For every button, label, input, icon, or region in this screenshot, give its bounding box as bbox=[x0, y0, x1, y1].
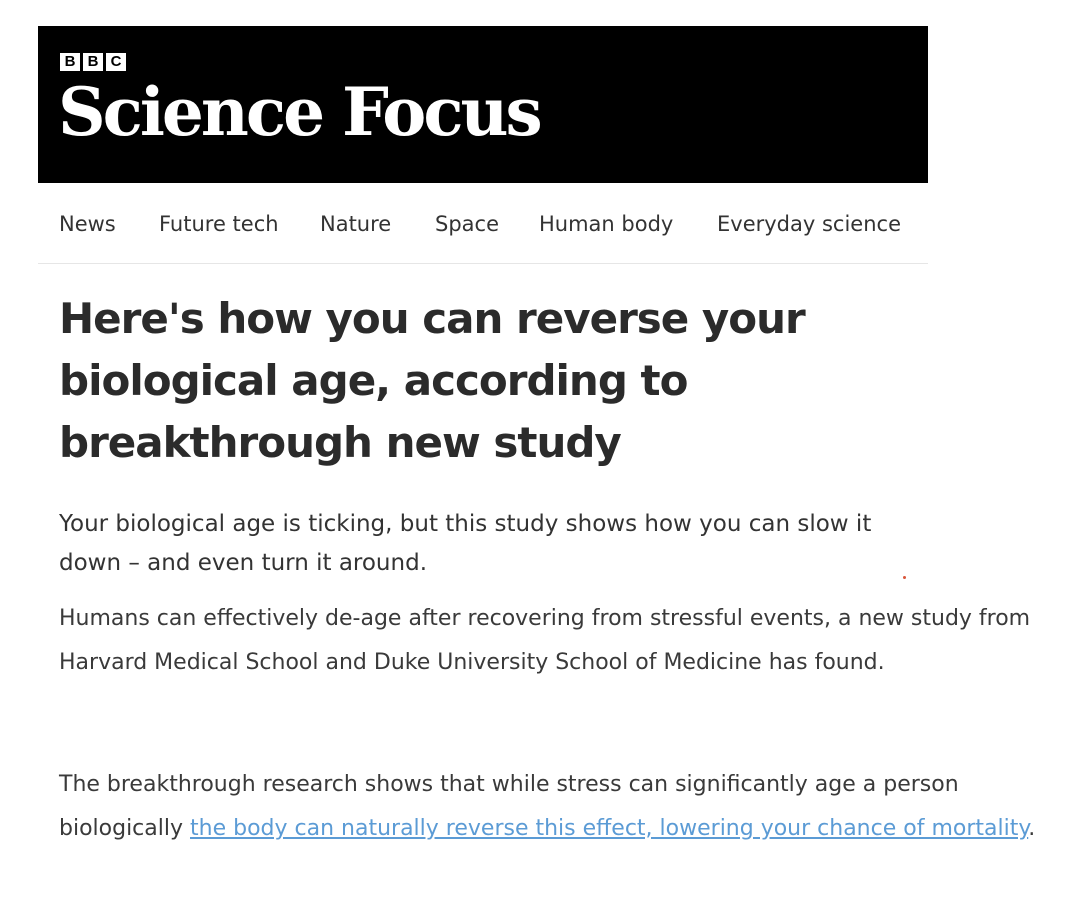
nav-item-everyday-science[interactable]: Everyday science bbox=[717, 212, 901, 236]
main-nav bbox=[38, 183, 928, 264]
nav-item-space[interactable]: Space bbox=[435, 212, 499, 236]
bbc-logo[interactable] bbox=[60, 53, 126, 71]
mortality-study-link[interactable]: the body can naturally reverse this effect, lowering your chance of mortality bbox=[190, 816, 1029, 841]
nav-item-news[interactable]: News bbox=[59, 212, 116, 236]
nav-item-nature[interactable]: Nature bbox=[320, 212, 392, 236]
decorative-dot bbox=[903, 576, 906, 579]
article-paragraph-1: Humans can effectively de-age after recovering from stressful events, a new study from Harvard Medical School and Duke University School of Medicine has found. bbox=[59, 606, 1031, 675]
paragraph-2-text: The breakthrough research shows that while stress can significantly age a person biologically bbox=[59, 772, 959, 841]
site-brand-link[interactable]: Science Focus bbox=[58, 73, 540, 151]
bbc-logo-letter: C bbox=[106, 53, 126, 71]
bbc-logo-letter: B bbox=[60, 53, 80, 71]
nav-item-human-body[interactable]: Human body bbox=[539, 212, 674, 236]
nav-item-future-tech[interactable]: Future tech bbox=[159, 212, 279, 236]
paragraph-2-end: . bbox=[1028, 816, 1036, 841]
article-headline: Here's how you can reverse your biological age, according to breakthrough new study bbox=[59, 294, 805, 467]
article-paragraph-2 bbox=[59, 763, 1049, 851]
masthead bbox=[38, 26, 928, 183]
bbc-logo-letter: B bbox=[83, 53, 103, 71]
article-standfirst: Your biological age is ticking, but this study shows how you can slow it down – and even turn it around. bbox=[59, 511, 872, 576]
